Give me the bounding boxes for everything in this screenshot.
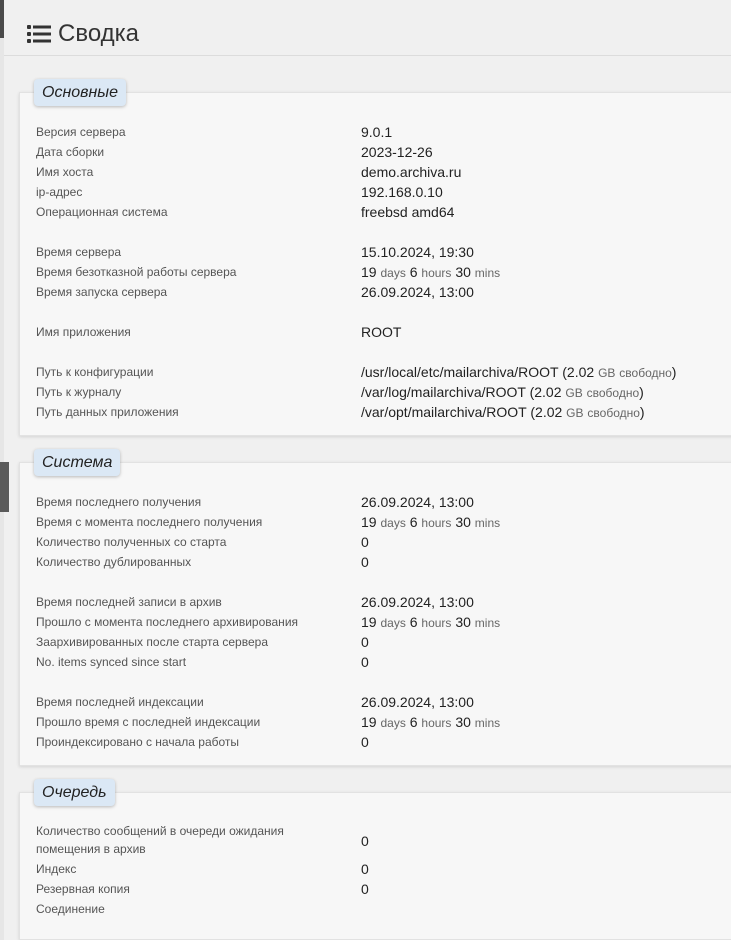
row-archived-count xyxy=(36,632,731,652)
server-time-value: 15.10.2024, 19:30 xyxy=(361,244,474,260)
since-receive-label: Время с момента последнего получения xyxy=(36,515,263,529)
free-label: свободно xyxy=(619,366,672,380)
row-connection-queue xyxy=(36,899,731,919)
row-received-count xyxy=(36,532,731,552)
archive-queue-value: 0 xyxy=(361,833,369,849)
panel-queue-legend: Очередь xyxy=(34,779,115,806)
data-path: /var/opt/mailarchiva/ROOT xyxy=(361,404,527,420)
synced-count-label: No. items synced since start xyxy=(36,655,187,669)
synced-count-value: 0 xyxy=(361,654,369,670)
hours-unit: hours xyxy=(421,716,452,730)
server-version-label: Версия сервера xyxy=(36,125,126,139)
duplicated-count-label: Количество дублированных xyxy=(36,555,192,569)
log-path: /var/log/mailarchiva/ROOT xyxy=(361,384,526,400)
mins-unit: mins xyxy=(474,716,501,730)
indexed-count-value: 0 xyxy=(361,734,369,750)
free-label: свободно xyxy=(586,386,640,400)
page-header xyxy=(4,0,731,56)
os-value: freebsd amd64 xyxy=(361,204,455,220)
row-archive-queue xyxy=(36,822,731,860)
since-index-value xyxy=(361,712,500,733)
hours-unit: hours xyxy=(421,616,452,630)
app-name-label: Имя приложения xyxy=(36,325,131,339)
start-time-value: 26.09.2024, 13:00 xyxy=(361,284,474,300)
backup-queue-value: 0 xyxy=(361,881,369,897)
mins-unit: mins xyxy=(474,616,501,630)
last-receive-label: Время последнего получения xyxy=(36,495,202,509)
row-config-path xyxy=(36,362,731,382)
gb-unit: GB xyxy=(565,386,583,400)
panel-main-legend: Основные xyxy=(34,79,126,106)
last-archive-label: Время последней записи в архив xyxy=(36,595,222,609)
days-unit: days xyxy=(380,266,406,280)
panel-queue xyxy=(19,784,731,940)
archive-queue-label: Количество сообщений в очереди ожидания помещения в архив xyxy=(36,824,284,856)
row-server-time xyxy=(36,242,731,262)
uptime-label: Время безотказной работы сервера xyxy=(36,265,237,279)
since-index-days: 19 xyxy=(361,714,377,730)
os-label: Операционная система xyxy=(36,205,168,219)
uptime-mins: 30 xyxy=(455,264,471,280)
since-index-label: Прошло время с последней индексации xyxy=(36,715,261,729)
since-index-hours: 6 xyxy=(409,714,418,730)
hours-unit: hours xyxy=(421,266,452,280)
config-path: /usr/local/etc/mailarchiva/ROOT xyxy=(361,364,559,380)
row-duplicated-count xyxy=(36,552,731,572)
row-os xyxy=(36,202,731,222)
data-free-size: 2.02 xyxy=(535,404,563,420)
backup-queue-label: Резервная копия xyxy=(36,882,130,896)
row-hostname xyxy=(36,162,731,182)
since-index-mins: 30 xyxy=(455,714,471,730)
config-free-size: 2.02 xyxy=(566,364,595,380)
row-last-index xyxy=(36,692,731,712)
since-archive-hours: 6 xyxy=(409,614,418,630)
last-index-label: Время последней индексации xyxy=(36,695,204,709)
days-unit: days xyxy=(380,716,406,730)
hostname-value: demo.archiva.ru xyxy=(361,164,462,180)
row-start-time xyxy=(36,282,731,302)
duplicated-count-value: 0 xyxy=(361,554,369,570)
start-time-label: Время запуска сервера xyxy=(36,285,168,299)
log-free-size: 2.02 xyxy=(534,384,562,400)
row-log-path xyxy=(36,382,731,402)
page-title: Сводка xyxy=(58,20,140,47)
indexed-count-label: Проиндексировано с начала работы xyxy=(36,735,240,749)
server-time-label: Время сервера xyxy=(36,245,122,259)
row-build-date xyxy=(36,142,731,162)
row-last-archive xyxy=(36,592,731,612)
ip-label: ip-адрес xyxy=(36,185,83,199)
row-indexed-count xyxy=(36,732,731,752)
index-queue-label: Индекс xyxy=(36,862,77,876)
build-date-label: Дата сборки xyxy=(36,145,105,159)
list-icon xyxy=(27,24,51,44)
last-receive-value: 26.09.2024, 13:00 xyxy=(361,494,474,510)
since-archive-label: Прошло с момента последнего архивирования xyxy=(36,615,299,629)
row-since-index xyxy=(36,712,731,732)
hostname-label: Имя хоста xyxy=(36,165,94,179)
row-synced-count xyxy=(36,652,731,672)
uptime-hours: 6 xyxy=(409,264,418,280)
since-receive-value xyxy=(361,512,500,533)
data-path-label: Путь данных приложения xyxy=(36,405,179,419)
index-queue-value: 0 xyxy=(361,861,369,877)
mins-unit: mins xyxy=(474,266,501,280)
since-archive-days: 19 xyxy=(361,614,377,630)
row-backup-queue xyxy=(36,879,731,899)
panel-system-legend: Система xyxy=(34,449,120,476)
archived-count-label: Заархивированных после старта сервера xyxy=(36,635,268,649)
row-uptime xyxy=(36,262,731,282)
row-data-path xyxy=(36,402,731,422)
uptime-value xyxy=(361,262,500,283)
row-last-receive xyxy=(36,492,731,512)
build-date-value: 2023-12-26 xyxy=(361,144,433,160)
panel-main xyxy=(19,84,731,436)
since-archive-value xyxy=(361,612,500,633)
log-path-label: Путь к журналу xyxy=(36,385,122,399)
gb-unit: GB xyxy=(566,406,584,420)
config-path-value: /usr/local/etc/mailarchiva/ROOT (2.02 GB свободно) xyxy=(361,364,677,380)
log-path-value: /var/log/mailarchiva/ROOT (2.02 GB свободно) xyxy=(361,384,644,400)
gb-unit: GB xyxy=(598,366,616,380)
server-version-value: 9.0.1 xyxy=(361,124,393,140)
received-count-value: 0 xyxy=(361,534,369,550)
since-receive-mins: 30 xyxy=(455,514,471,530)
panel-system xyxy=(19,454,731,766)
ip-value: 192.168.0.10 xyxy=(361,184,443,200)
days-unit: days xyxy=(380,616,406,630)
received-count-label: Количество полученных со старта xyxy=(36,535,227,549)
row-since-archive xyxy=(36,612,731,632)
row-since-receive xyxy=(36,512,731,532)
connection-queue-label: Соединение xyxy=(36,902,105,916)
row-ip xyxy=(36,182,731,202)
app-name-value: ROOT xyxy=(361,324,402,340)
since-archive-mins: 30 xyxy=(455,614,471,630)
mins-unit: mins xyxy=(474,516,501,530)
row-server-version xyxy=(36,122,731,142)
hours-unit: hours xyxy=(421,516,452,530)
data-path-value: /var/opt/mailarchiva/ROOT (2.02 GB свободно) xyxy=(361,404,645,420)
free-label: свободно xyxy=(587,406,640,420)
last-archive-value: 26.09.2024, 13:00 xyxy=(361,594,474,610)
row-index-queue xyxy=(36,859,731,879)
archived-count-value: 0 xyxy=(361,634,369,650)
days-unit: days xyxy=(380,516,406,530)
since-receive-hours: 6 xyxy=(409,514,418,530)
config-path-label: Путь к конфигурации xyxy=(36,365,154,379)
row-app-name xyxy=(36,322,731,342)
since-receive-days: 19 xyxy=(361,514,377,530)
sidebar-drag-handle[interactable] xyxy=(0,462,9,512)
uptime-days: 19 xyxy=(361,264,377,280)
last-index-value: 26.09.2024, 13:00 xyxy=(361,694,474,710)
